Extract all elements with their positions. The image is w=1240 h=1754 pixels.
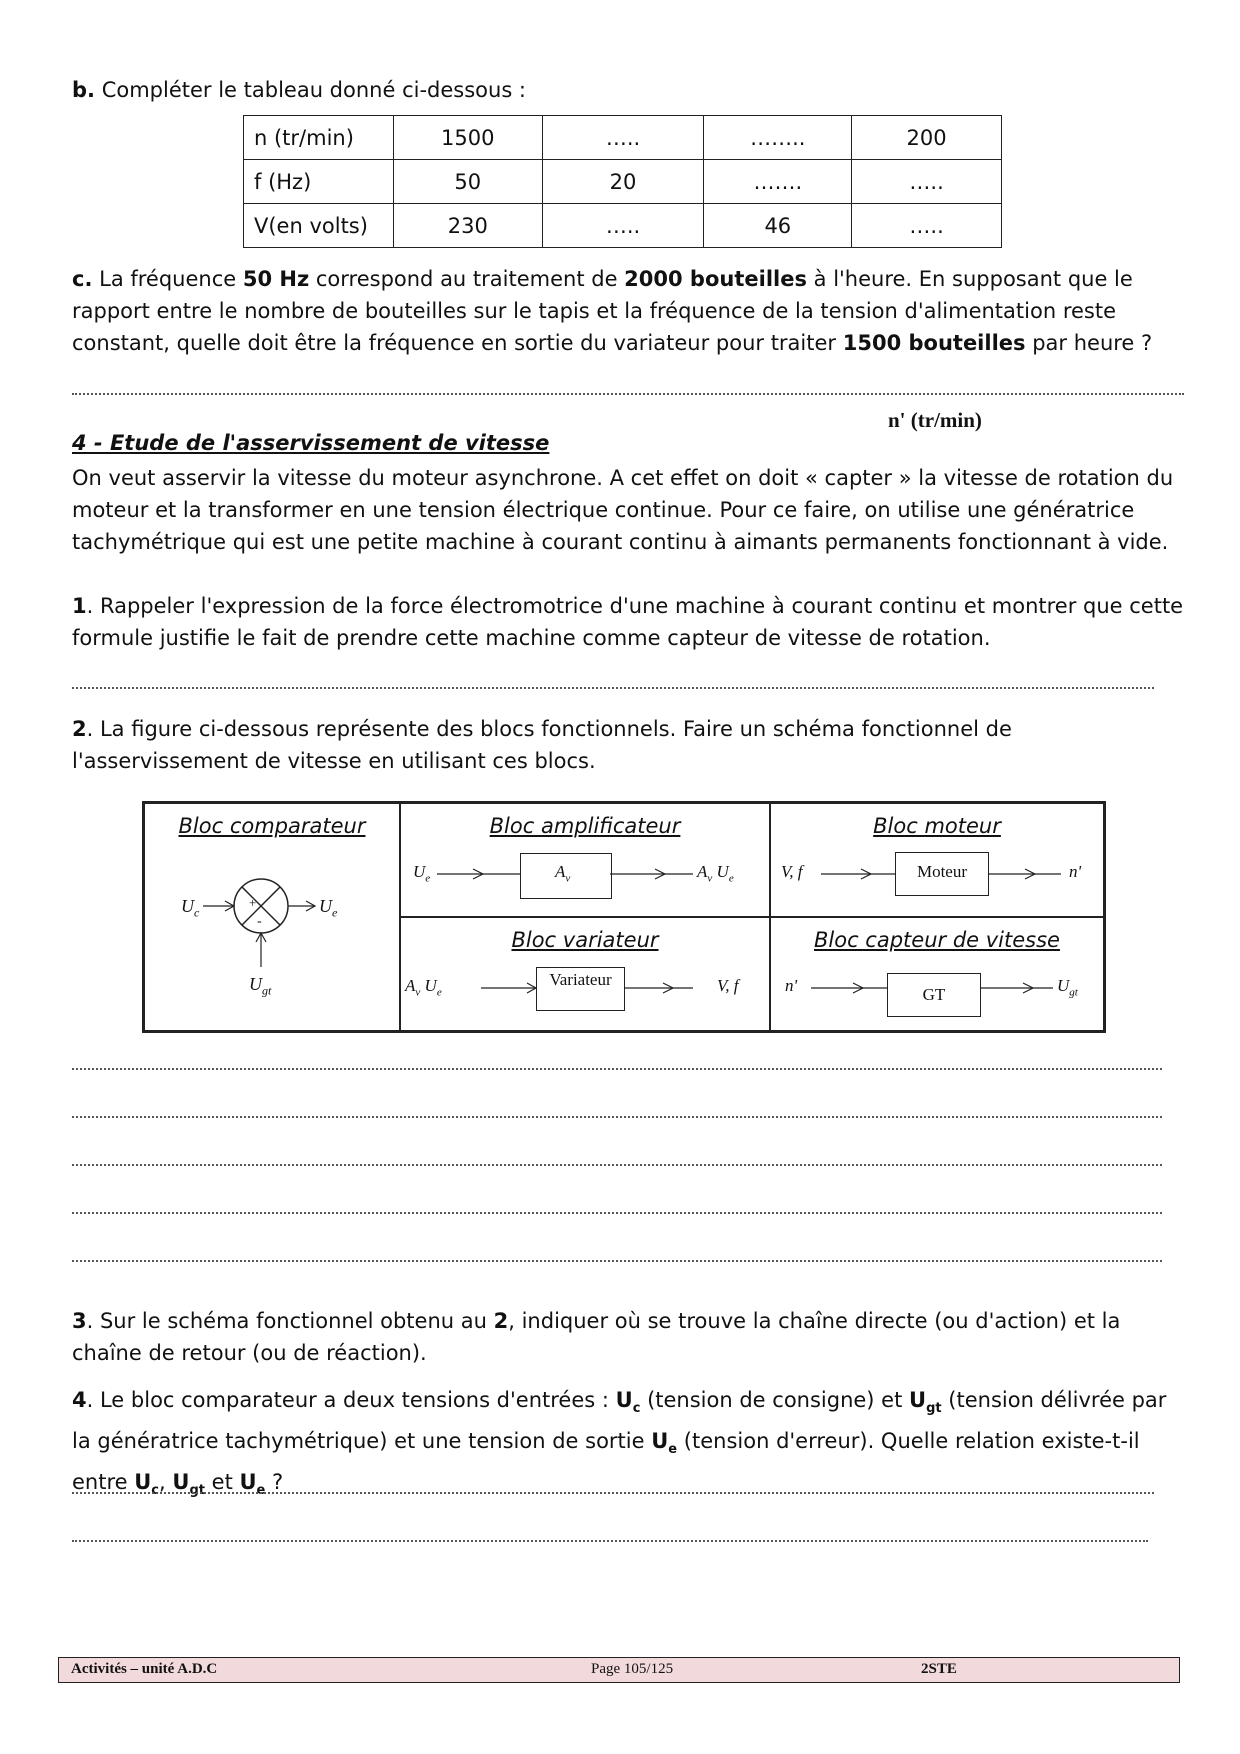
bloc-title: Bloc capteur de vitesse	[814, 928, 1060, 952]
footer-left: Activités – unité A.D.C	[71, 1661, 218, 1677]
text: La fréquence	[92, 267, 243, 291]
question-number: 3	[72, 1309, 87, 1333]
question-c-label: c.	[72, 267, 93, 291]
symbol: U	[1057, 976, 1070, 995]
table-cell[interactable]: …….	[704, 160, 852, 204]
table-cell[interactable]: …..	[852, 160, 1002, 204]
table-cell: 1500	[393, 116, 542, 160]
input-n: n'	[785, 976, 798, 995]
table-cell: 46	[704, 204, 852, 248]
subscript: v	[415, 986, 421, 999]
section-title: 4 - Etude de l'asservissement de vitesse	[72, 431, 550, 455]
symbol: U	[413, 862, 426, 881]
stray-label: n' (tr/min)	[888, 408, 982, 432]
bloc-amplificateur	[400, 803, 770, 917]
table-cell: 230	[393, 204, 542, 248]
question-text: . Le bloc comparateur a deux tensions d'entrées :	[86, 1388, 616, 1412]
question-2	[72, 713, 1184, 777]
question-text: ,	[159, 1470, 173, 1495]
bloc-capteur	[770, 917, 1104, 1031]
question-number: 4	[72, 1388, 87, 1412]
input-uc	[181, 896, 199, 921]
question-c	[72, 263, 1182, 359]
amplifier-gain	[555, 862, 570, 884]
values-table	[243, 115, 1002, 248]
block-diagram	[142, 801, 1106, 1033]
bold-text: 2000 bouteilles	[624, 267, 807, 291]
table-row	[244, 160, 1002, 204]
text: à l'heure. En supposant que le rapport entre le nombre de bouteilles sur le tapis et la fréquence de la tension d'alimentation reste constant, quelle doit être la fréquence en sortie du variateur pour traiter	[72, 267, 1133, 355]
output-ugt	[1057, 976, 1078, 998]
bloc-title: Bloc comparateur	[178, 814, 366, 838]
bloc-comparateur	[144, 803, 400, 1031]
table-cell: 50	[393, 160, 542, 204]
subscript: gt	[926, 1401, 942, 1417]
bloc-title: Bloc variateur	[511, 928, 659, 952]
question-text: (tension de consigne) et	[640, 1388, 910, 1412]
bloc-title: Bloc moteur	[873, 814, 1001, 838]
minus-sign: -	[257, 914, 262, 929]
input-vf: V, f	[781, 862, 803, 881]
symbol: U	[172, 1470, 190, 1495]
uc-symbol	[615, 1388, 641, 1417]
symbol: U	[909, 1388, 927, 1412]
bloc-title: Bloc amplificateur	[489, 814, 681, 838]
page-number: Page 105/125	[591, 1661, 674, 1677]
symbol: U	[249, 974, 262, 994]
feedback-ugt	[249, 974, 271, 999]
symbol: A	[555, 862, 566, 881]
subscript: e	[436, 986, 442, 999]
table-row	[244, 116, 1002, 160]
bold-text: 2	[493, 1309, 509, 1333]
question-text: (tension délivrée par la génératrice tachymétrique) et une tension de sortie	[72, 1388, 1167, 1454]
output-n: n'	[1069, 862, 1082, 881]
answer-line[interactable]	[72, 1488, 1154, 1494]
symbol: A	[405, 976, 416, 995]
question-text: ?	[265, 1470, 284, 1495]
motor-box: Moteur	[895, 852, 989, 896]
table-cell: n (tr/min)	[244, 116, 394, 160]
question-b-text: Compléter le tableau donné ci-dessous :	[95, 78, 527, 102]
bold-text: 50 Hz	[242, 267, 310, 291]
bloc-variateur	[400, 917, 770, 1031]
answer-line[interactable]	[72, 389, 1184, 395]
subscript: c	[632, 1401, 641, 1417]
question-3	[72, 1305, 1184, 1369]
symbol: U	[134, 1470, 152, 1495]
bold-text: 1500 bouteilles	[842, 331, 1026, 355]
gt-box: GT	[887, 973, 981, 1017]
table-cell: f (Hz)	[244, 160, 394, 204]
variator-box: Variateur	[536, 967, 625, 1011]
section-intro: On veut asservir la vitesse du moteur asynchrone. A cet effet on doit « capter » la vitesse de rotation du moteur et la transformer en une tension électrique continue. Pour ce faire, on utilise une génératrice tachymétrique qui est une petite machine à courant continu à aimants permanents fonctionnant à vide.	[72, 466, 1174, 554]
subscript: e	[668, 1442, 678, 1458]
input-ue	[413, 862, 430, 884]
table-cell: 20	[542, 160, 704, 204]
output-vf: V, f	[717, 976, 739, 995]
output-av-ue	[697, 862, 734, 884]
answer-line[interactable]	[72, 1208, 1162, 1214]
subscript: gt	[262, 983, 272, 998]
answer-line[interactable]	[72, 1256, 1162, 1262]
answer-line[interactable]	[72, 683, 1154, 689]
answer-line[interactable]	[72, 1064, 1162, 1070]
question-text: et	[204, 1470, 240, 1495]
ue-symbol	[651, 1429, 678, 1458]
ugt-symbol	[909, 1388, 942, 1417]
output-ue	[319, 896, 337, 921]
answer-line[interactable]	[72, 1112, 1162, 1118]
subscript: e	[425, 872, 431, 885]
subscript: c	[194, 905, 200, 920]
footer-right: 2STE	[921, 1661, 957, 1677]
symbol: U	[716, 862, 729, 881]
table-cell: 200	[852, 116, 1002, 160]
bloc-moteur	[770, 803, 1104, 917]
table-row	[244, 204, 1002, 248]
subscript: v	[707, 872, 713, 885]
question-1	[72, 590, 1184, 654]
table-cell: V(en volts)	[244, 204, 394, 248]
symbol: U	[239, 1470, 257, 1495]
subscript: e	[728, 872, 734, 885]
symbol: A	[697, 862, 708, 881]
answer-line[interactable]	[72, 1536, 1148, 1542]
page-footer	[58, 1657, 1180, 1683]
question-text: . La figure ci-dessous représente des blocs fonctionnels. Faire un schéma fonctionnel de l'asservissement de vitesse en utilisant ces blocs.	[72, 717, 1012, 773]
answer-line[interactable]	[72, 1160, 1162, 1166]
subscript: v	[565, 872, 571, 885]
table-cell[interactable]: …..	[542, 204, 704, 248]
text: correspond au traitement de	[309, 267, 625, 291]
symbol: U	[615, 1388, 633, 1412]
table-cell[interactable]: …..	[852, 204, 1002, 248]
subscript: e	[256, 1483, 266, 1499]
question-text: . Sur le schéma fonctionnel obtenu au	[86, 1309, 494, 1333]
plus-sign: +	[249, 895, 257, 910]
table-cell[interactable]: ……..	[704, 116, 852, 160]
symbol: U	[181, 896, 194, 916]
subscript: c	[151, 1483, 160, 1499]
symbol: U	[651, 1429, 669, 1454]
subscript: e	[332, 905, 338, 920]
question-number: 1	[72, 594, 87, 618]
text: par heure ?	[1025, 331, 1153, 355]
question-b	[72, 74, 526, 106]
table-cell[interactable]: …..	[542, 116, 704, 160]
subscript: gt	[189, 1483, 205, 1499]
symbol: U	[319, 896, 332, 916]
question-number: 2	[72, 717, 87, 741]
question-text: (tension d'erreur). Quelle relation existe-t-il entre	[72, 1429, 1140, 1495]
question-text: . Rappeler l'expression de la force électromotrice d'une machine à courant continu et montrer que cette formule justifie le fait de prendre cette machine comme capteur de vitesse de rotation.	[72, 594, 1184, 650]
question-text: , indiquer où se trouve la chaîne directe (ou d'action) et la chaîne de retour (ou de réaction).	[72, 1309, 1121, 1365]
input-av-ue	[405, 976, 442, 998]
subscript: gt	[1069, 986, 1078, 999]
question-b-label: b.	[72, 78, 96, 102]
symbol: U	[424, 976, 437, 995]
